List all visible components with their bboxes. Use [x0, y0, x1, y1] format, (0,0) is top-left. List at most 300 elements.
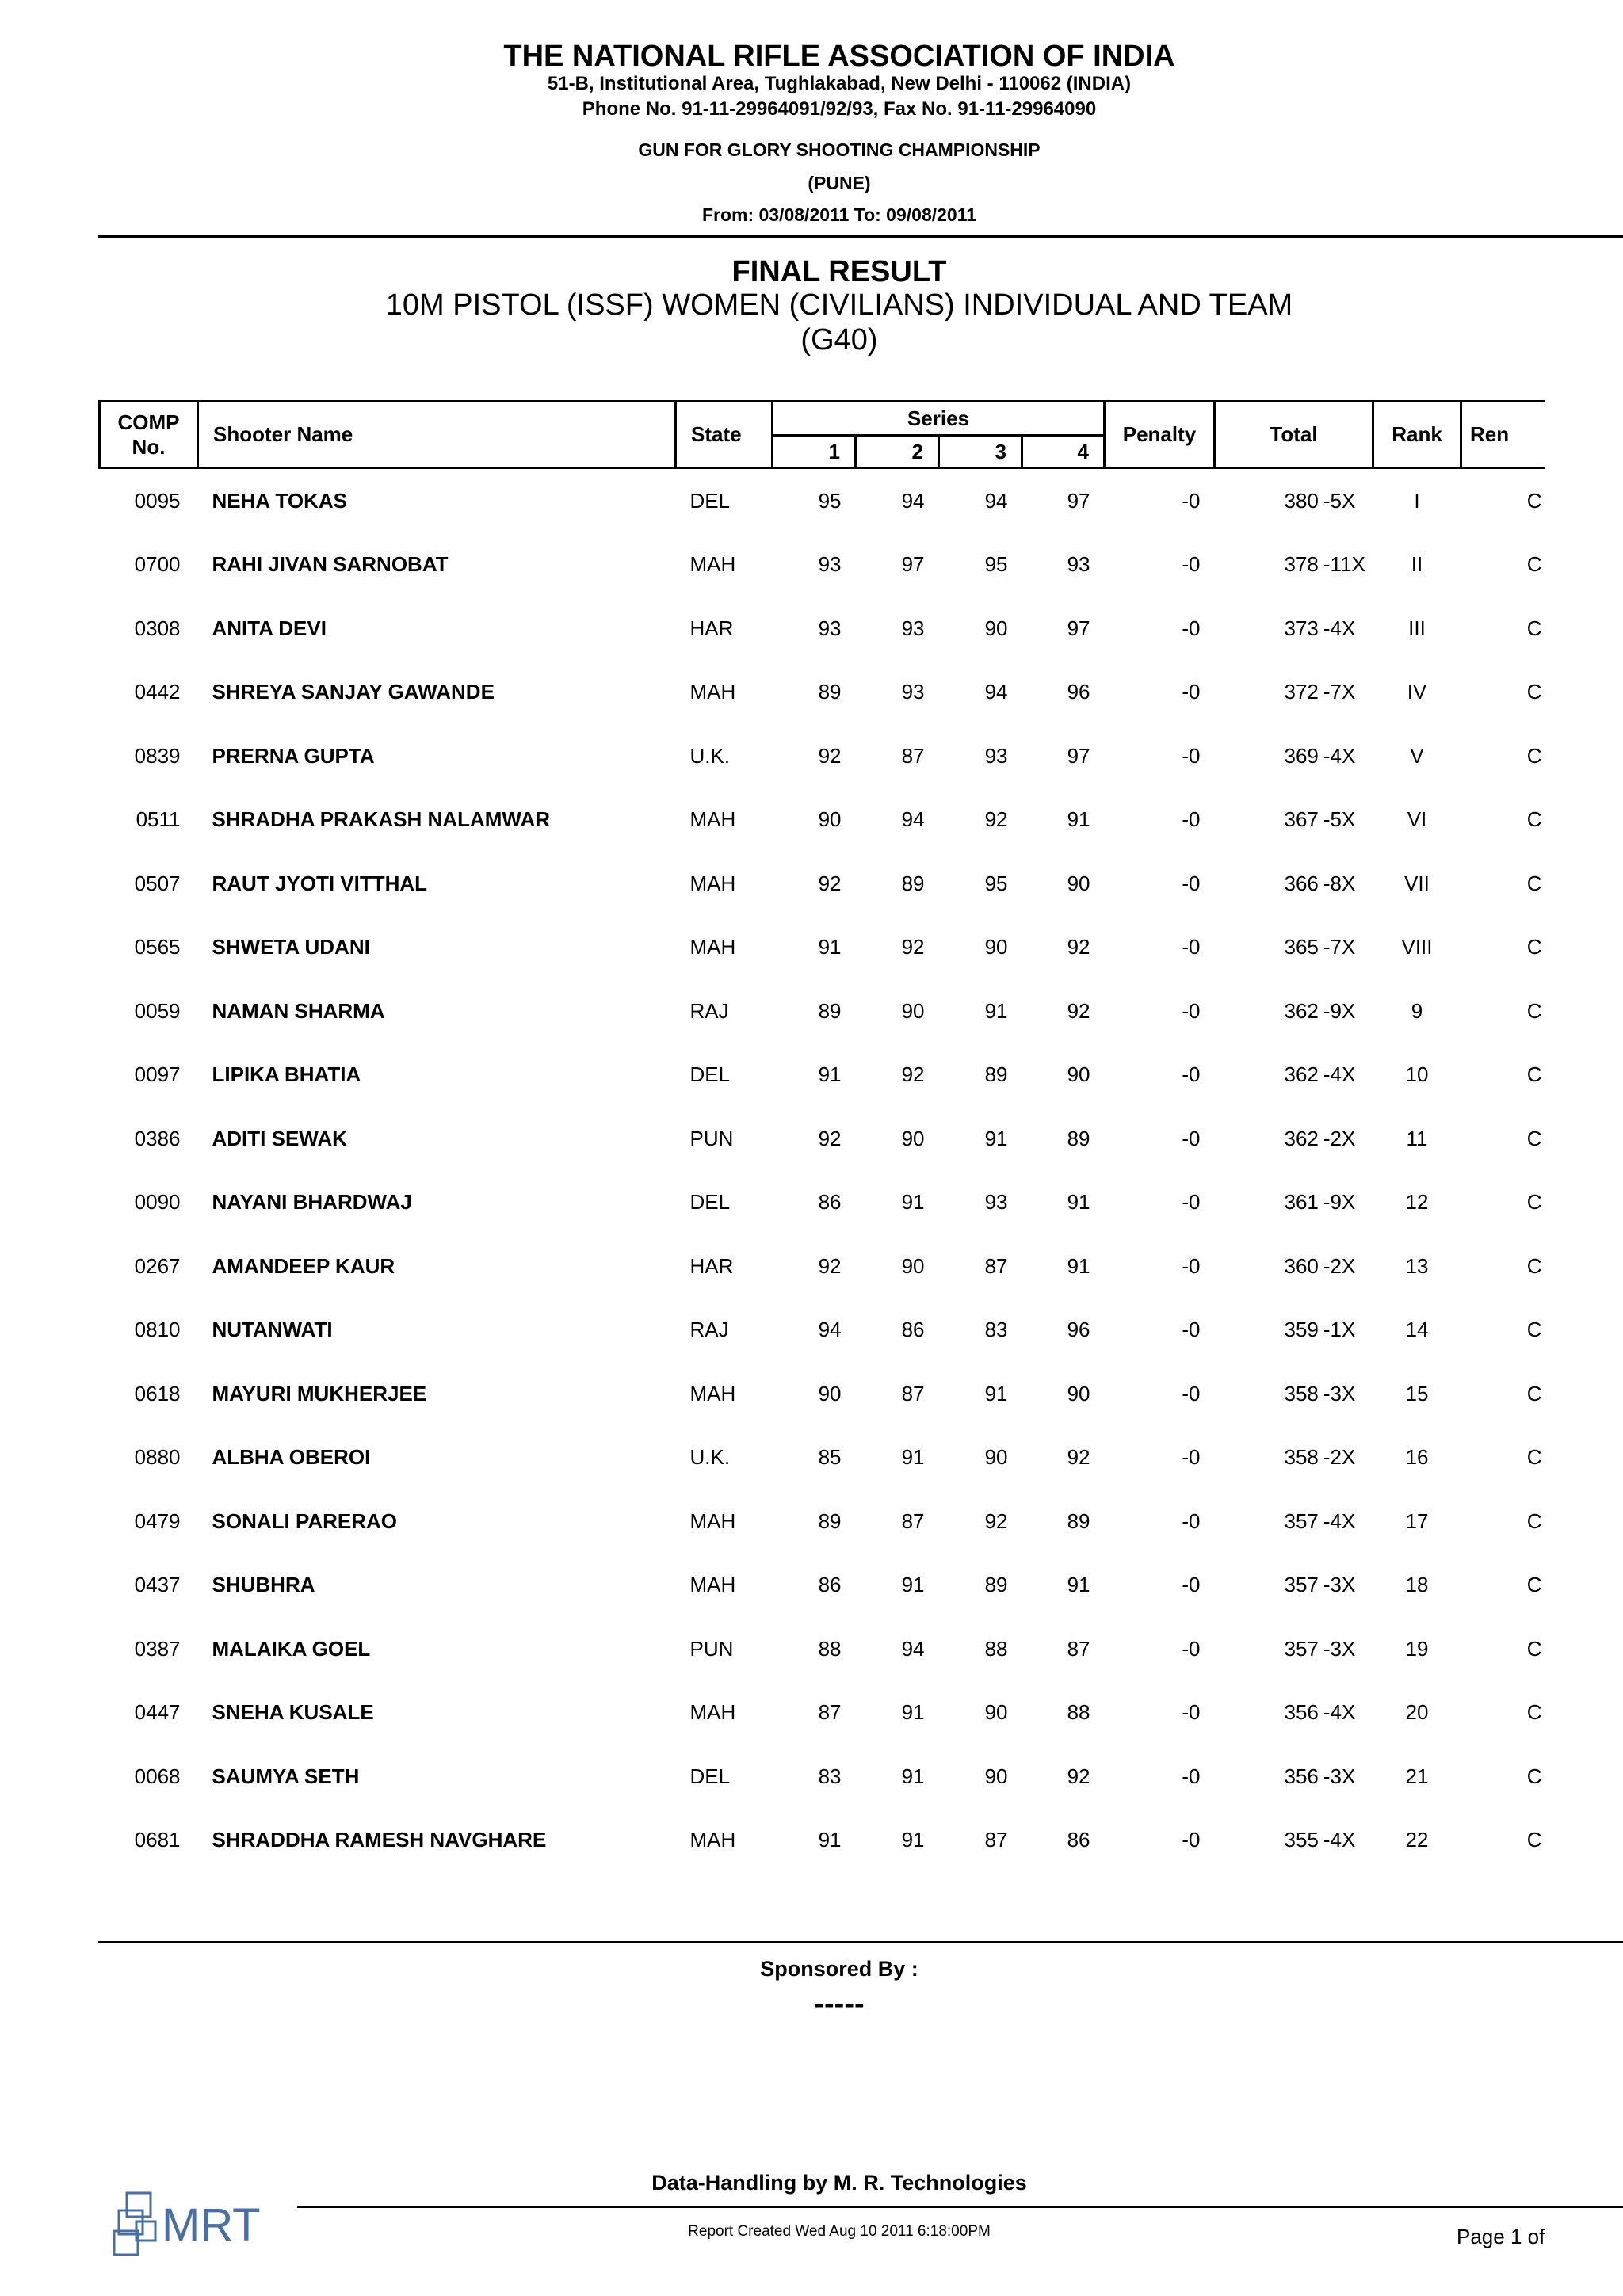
- table-row: [100, 468, 1545, 533]
- table-row: [100, 1489, 1545, 1554]
- results-table: [98, 400, 1545, 1872]
- total-score: 358: [1284, 1381, 1319, 1405]
- cell-remarks: C: [1526, 1573, 1542, 1597]
- cell-rank: 20: [1405, 1700, 1429, 1725]
- table-row: [100, 1299, 1545, 1363]
- cell-remarks: C: [1526, 488, 1542, 513]
- inner-ten-count: -7X: [1323, 680, 1356, 704]
- inner-ten-count: -2X: [1323, 1126, 1356, 1150]
- cell-series-4: 92: [1067, 1445, 1090, 1470]
- total-score: 380: [1284, 488, 1319, 513]
- cell-remarks: C: [1526, 807, 1542, 832]
- cell-series-2: 90: [901, 998, 925, 1023]
- cell-penalty: -0: [1182, 552, 1201, 577]
- cell-rank: III: [1408, 616, 1426, 640]
- cell-state: MAH: [689, 1573, 736, 1597]
- cell-penalty: -0: [1182, 1381, 1201, 1405]
- cell-series-4: 96: [1067, 680, 1090, 704]
- cell-rank: 16: [1405, 1445, 1429, 1470]
- inner-ten-count: -5X: [1323, 807, 1356, 832]
- cell-series-1: 95: [818, 488, 842, 513]
- cell-series-2: 94: [901, 488, 925, 513]
- cell-series-2: 87: [901, 1381, 925, 1405]
- cell-comp-no: 0059: [134, 998, 181, 1023]
- cell-series-1: 93: [818, 616, 842, 640]
- cell-shooter-name: AMANDEEP KAUR: [212, 1253, 395, 1278]
- cell-series-4: 89: [1067, 1126, 1090, 1150]
- header-series: Series: [773, 402, 1105, 436]
- cell-total: [1215, 1426, 1373, 1490]
- footer-divider: [98, 1941, 1623, 1943]
- cell-total: [1215, 1681, 1373, 1745]
- header-comp-line1: COMP: [117, 410, 180, 434]
- cell-rank: V: [1410, 743, 1424, 768]
- table-row: [100, 1617, 1545, 1681]
- cell-rank: 11: [1406, 1126, 1428, 1150]
- inner-ten-count: -3X: [1323, 1636, 1356, 1661]
- cell-series-1: 85: [818, 1445, 842, 1470]
- cell-comp-no: 0880: [134, 1445, 181, 1470]
- cell-shooter-name: ANITA DEVI: [212, 616, 327, 640]
- cell-series-1: 93: [818, 552, 842, 577]
- cell-shooter-name: MAYURI MUKHERJEE: [212, 1381, 427, 1405]
- inner-ten-count: -4X: [1323, 1508, 1356, 1533]
- cell-state: MAH: [689, 807, 736, 832]
- table-row: [100, 533, 1545, 597]
- cell-state: DEL: [689, 1764, 731, 1788]
- inner-ten-count: -3X: [1323, 1381, 1356, 1405]
- table-row: [100, 916, 1545, 980]
- cell-penalty: -0: [1182, 680, 1201, 704]
- cell-penalty: -0: [1182, 1700, 1201, 1725]
- cell-comp-no: 0700: [134, 552, 181, 577]
- cell-state: U.K.: [689, 743, 731, 768]
- table-row: [100, 788, 1545, 852]
- cell-penalty: -0: [1182, 1445, 1201, 1470]
- cell-state: DEL: [689, 1190, 731, 1215]
- cell-series-3: 94: [984, 680, 1008, 704]
- cell-state: MAH: [689, 1381, 736, 1405]
- cell-total: [1215, 468, 1373, 533]
- table-row: [100, 979, 1545, 1043]
- cell-total: [1215, 1809, 1373, 1873]
- cell-state: U.K.: [689, 1445, 731, 1470]
- cell-series-3: 90: [984, 616, 1008, 640]
- cell-penalty: -0: [1182, 616, 1201, 640]
- cell-series-4: 90: [1067, 871, 1090, 895]
- cell-series-3: 95: [984, 871, 1008, 895]
- cell-series-2: 91: [901, 1828, 925, 1852]
- cell-penalty: -0: [1182, 1636, 1201, 1661]
- cell-comp-no: 0479: [134, 1508, 181, 1533]
- cell-series-4: 90: [1067, 1062, 1090, 1087]
- inner-ten-count: -8X: [1323, 871, 1356, 895]
- table-row: [100, 1234, 1545, 1299]
- cell-series-2: 91: [901, 1190, 925, 1215]
- cell-series-4: 89: [1067, 1508, 1090, 1533]
- cell-total: [1215, 661, 1373, 725]
- cell-remarks: C: [1526, 1318, 1542, 1342]
- cell-shooter-name: NAYANI BHARDWAJ: [212, 1190, 412, 1215]
- total-score: 362: [1284, 998, 1319, 1023]
- cell-penalty: -0: [1182, 807, 1201, 832]
- cell-penalty: -0: [1182, 1126, 1201, 1150]
- championship-venue: (PUNE): [808, 173, 871, 193]
- cell-state: PUN: [689, 1636, 734, 1661]
- cell-shooter-name: RAUT JYOTI VITTHAL: [212, 871, 428, 895]
- cell-remarks: C: [1526, 1700, 1542, 1725]
- cell-rank: 9: [1411, 998, 1423, 1023]
- cell-rank: 15: [1405, 1381, 1429, 1405]
- cell-series-4: 97: [1067, 616, 1090, 640]
- cell-state: MAH: [689, 680, 736, 704]
- cell-series-3: 89: [984, 1573, 1008, 1597]
- cell-remarks: C: [1526, 935, 1542, 959]
- header-shooter-name: Shooter Name: [198, 402, 676, 468]
- cell-comp-no: 0442: [134, 680, 181, 704]
- table-row: [100, 1554, 1545, 1618]
- cell-series-1: 92: [818, 1253, 842, 1278]
- cell-comp-no: 0447: [134, 1700, 181, 1725]
- cell-state: MAH: [689, 871, 736, 895]
- total-score: 355: [1284, 1828, 1319, 1852]
- total-score: 356: [1284, 1764, 1319, 1788]
- cell-total: [1215, 1489, 1373, 1554]
- total-score: 357: [1284, 1636, 1319, 1661]
- cell-series-4: 92: [1067, 1764, 1090, 1788]
- cell-series-3: 91: [984, 998, 1008, 1023]
- total-score: 358: [1284, 1445, 1319, 1470]
- cell-comp-no: 0437: [134, 1573, 181, 1597]
- cell-series-2: 93: [901, 616, 925, 640]
- sponsor-label: Sponsored By :: [760, 1957, 918, 1981]
- cell-state: MAH: [689, 1700, 736, 1725]
- cell-state: MAH: [689, 552, 736, 577]
- results-body: [100, 468, 1545, 1873]
- total-score: 357: [1284, 1508, 1319, 1533]
- inner-ten-count: -9X: [1323, 998, 1356, 1023]
- table-row: [100, 597, 1545, 661]
- inner-ten-count: -4X: [1323, 743, 1356, 768]
- cell-series-2: 93: [901, 680, 925, 704]
- cell-state: PUN: [689, 1126, 734, 1150]
- cell-remarks: C: [1526, 616, 1542, 640]
- cell-remarks: C: [1526, 680, 1542, 704]
- cell-remarks: C: [1526, 1508, 1542, 1533]
- cell-comp-no: 0618: [134, 1381, 181, 1405]
- cell-penalty: -0: [1182, 998, 1201, 1023]
- cell-series-2: 97: [901, 552, 925, 577]
- cell-series-4: 88: [1067, 1700, 1090, 1725]
- cell-series-4: 86: [1067, 1828, 1090, 1852]
- cell-comp-no: 0839: [134, 743, 181, 768]
- cell-remarks: C: [1526, 998, 1542, 1023]
- cell-series-3: 87: [984, 1828, 1008, 1852]
- cell-total: [1215, 916, 1373, 980]
- cell-series-1: 90: [818, 1381, 842, 1405]
- cell-series-3: 95: [984, 552, 1008, 577]
- table-row: [100, 1107, 1545, 1171]
- total-score: 365: [1284, 935, 1319, 959]
- cell-series-2: 92: [901, 935, 925, 959]
- total-score: 359: [1284, 1318, 1319, 1342]
- cell-state: MAH: [689, 935, 736, 959]
- cell-series-1: 94: [818, 1318, 842, 1342]
- cell-series-3: 93: [984, 1190, 1008, 1215]
- cell-series-1: 89: [818, 680, 842, 704]
- cell-total: [1215, 1107, 1373, 1171]
- cell-state: DEL: [689, 488, 731, 513]
- cell-state: RAJ: [689, 1318, 729, 1342]
- table-row: [100, 1681, 1545, 1745]
- cell-shooter-name: SHUBHRA: [212, 1573, 315, 1597]
- result-title: FINAL RESULT: [731, 255, 947, 288]
- cell-series-3: 94: [984, 488, 1008, 513]
- cell-rank: 22: [1405, 1828, 1429, 1852]
- cell-series-4: 91: [1067, 1190, 1090, 1215]
- cell-penalty: -0: [1182, 935, 1201, 959]
- cell-total: [1215, 788, 1373, 852]
- header-total: Total: [1215, 402, 1373, 468]
- org-phone: Phone No. 91-11-29964091/92/93, Fax No. 91-11-29964090: [582, 98, 1097, 120]
- cell-series-4: 92: [1067, 935, 1090, 959]
- cell-series-2: 86: [901, 1318, 925, 1342]
- cell-total: [1215, 1745, 1373, 1809]
- total-score: 361: [1284, 1190, 1319, 1215]
- header-remarks: Ren: [1461, 402, 1545, 468]
- cell-series-4: 97: [1067, 743, 1090, 768]
- cell-series-4: 90: [1067, 1381, 1090, 1405]
- header-rank: Rank: [1373, 402, 1461, 468]
- table-row: [100, 1362, 1545, 1426]
- cell-shooter-name: NAMAN SHARMA: [212, 998, 385, 1023]
- cell-state: RAJ: [689, 998, 729, 1023]
- cell-remarks: C: [1526, 552, 1542, 577]
- cell-comp-no: 0387: [134, 1636, 181, 1661]
- cell-state: DEL: [689, 1062, 731, 1087]
- cell-series-1: 91: [818, 1062, 842, 1087]
- cell-rank: 10: [1405, 1062, 1429, 1087]
- cell-remarks: C: [1526, 1381, 1542, 1405]
- cell-remarks: C: [1526, 1190, 1542, 1215]
- cell-penalty: -0: [1182, 1318, 1201, 1342]
- cell-remarks: C: [1526, 1764, 1542, 1788]
- cell-series-3: 90: [984, 935, 1008, 959]
- cell-penalty: -0: [1182, 488, 1201, 513]
- total-score: 362: [1284, 1062, 1319, 1087]
- cell-comp-no: 0308: [134, 616, 181, 640]
- cell-shooter-name: PRERNA GUPTA: [212, 743, 375, 768]
- cell-series-3: 90: [984, 1445, 1008, 1470]
- header-series-4: 4: [1022, 436, 1105, 468]
- cell-series-1: 86: [818, 1190, 842, 1215]
- championship-dates: From: 03/08/2011 To: 09/08/2011: [701, 204, 977, 225]
- cell-shooter-name: ALBHA OBEROI: [212, 1445, 371, 1470]
- cell-rank: I: [1414, 488, 1420, 513]
- mrt-logo-text: MRT: [162, 2199, 261, 2251]
- cell-series-1: 87: [818, 1700, 842, 1725]
- cell-series-1: 89: [818, 998, 842, 1023]
- cell-remarks: C: [1526, 1062, 1542, 1087]
- championship-name: GUN FOR GLORY SHOOTING CHAMPIONSHIP: [638, 139, 1041, 160]
- cell-series-3: 90: [984, 1700, 1008, 1725]
- cell-comp-no: 0267: [134, 1253, 181, 1278]
- cell-comp-no: 0565: [134, 935, 181, 959]
- total-score: 366: [1284, 871, 1319, 895]
- cell-comp-no: 0507: [134, 871, 181, 895]
- cell-remarks: C: [1526, 743, 1542, 768]
- data-handling-credit: Data-Handling by M. R. Technologies: [651, 2171, 1027, 2195]
- header-series-3: 3: [939, 436, 1022, 468]
- cell-series-1: 90: [818, 807, 842, 832]
- cell-series-3: 83: [984, 1318, 1008, 1342]
- cell-comp-no: 0090: [134, 1190, 181, 1215]
- cell-series-3: 90: [984, 1764, 1008, 1788]
- inner-ten-count: -4X: [1323, 1828, 1356, 1852]
- event-code: (G40): [800, 323, 878, 357]
- cell-series-4: 91: [1067, 1253, 1090, 1278]
- cell-shooter-name: SHRADDHA RAMESH NAVGHARE: [212, 1828, 547, 1852]
- table-row: [100, 1171, 1545, 1235]
- total-score: 373: [1284, 616, 1319, 640]
- cell-shooter-name: NEHA TOKAS: [212, 488, 347, 513]
- cell-series-3: 92: [984, 1508, 1008, 1533]
- cell-state: MAH: [689, 1508, 736, 1533]
- cell-rank: 12: [1405, 1190, 1429, 1215]
- total-score: 378: [1284, 552, 1319, 577]
- cell-state: MAH: [689, 1828, 736, 1852]
- inner-ten-count: -7X: [1323, 935, 1356, 959]
- cell-series-3: 91: [984, 1381, 1008, 1405]
- cell-rank: 13: [1405, 1253, 1429, 1278]
- cell-series-3: 88: [984, 1636, 1008, 1661]
- table-row: [100, 1426, 1545, 1490]
- cell-penalty: -0: [1182, 1508, 1201, 1533]
- bottom-divider: [297, 2206, 1623, 2208]
- inner-ten-count: -9X: [1323, 1190, 1356, 1215]
- cell-rank: VI: [1407, 807, 1427, 832]
- cell-penalty: -0: [1182, 1190, 1201, 1215]
- report-created: Report Created Wed Aug 10 2011 6:18:00PM: [688, 2223, 991, 2240]
- cell-series-4: 96: [1067, 1318, 1090, 1342]
- cell-series-1: 92: [818, 1126, 842, 1150]
- inner-ten-count: -2X: [1323, 1445, 1356, 1470]
- cell-remarks: C: [1526, 1253, 1542, 1278]
- cell-rank: 17: [1405, 1508, 1429, 1533]
- total-score: 357: [1284, 1573, 1319, 1597]
- cell-total: [1215, 1171, 1373, 1235]
- page-number: Page 1 of: [1457, 2225, 1545, 2248]
- cell-rank: IV: [1407, 680, 1427, 704]
- cell-series-2: 90: [901, 1253, 925, 1278]
- cell-series-1: 86: [818, 1573, 842, 1597]
- cell-comp-no: 0095: [134, 488, 181, 513]
- cell-penalty: -0: [1182, 871, 1201, 895]
- event-name: 10M PISTOL (ISSF) WOMEN (CIVILIANS) INDIVIDUAL AND TEAM: [385, 288, 1293, 322]
- cell-shooter-name: SONALI PARERAO: [212, 1508, 398, 1533]
- header-penalty: Penalty: [1105, 402, 1215, 468]
- header-comp-line2: No.: [132, 434, 166, 459]
- cell-shooter-name: SHRADHA PRAKASH NALAMWAR: [212, 807, 551, 832]
- cell-rank: 18: [1405, 1573, 1429, 1597]
- total-score: 369: [1284, 743, 1319, 768]
- cell-comp-no: 0386: [134, 1126, 181, 1150]
- table-row: [100, 852, 1545, 916]
- inner-ten-count: -11X: [1323, 552, 1365, 577]
- cell-series-4: 87: [1067, 1636, 1090, 1661]
- cell-total: [1215, 724, 1373, 788]
- cell-comp-no: 0097: [134, 1062, 181, 1087]
- inner-ten-count: -4X: [1323, 1700, 1356, 1725]
- cell-remarks: C: [1526, 1126, 1542, 1150]
- org-address: 51-B, Institutional Area, Tughlakabad, New Delhi - 110062 (INDIA): [547, 73, 1132, 94]
- cell-series-2: 89: [901, 871, 925, 895]
- cell-penalty: -0: [1182, 743, 1201, 768]
- cell-series-2: 94: [901, 807, 925, 832]
- cell-total: [1215, 852, 1373, 916]
- cell-series-4: 97: [1067, 488, 1090, 513]
- cell-shooter-name: RAHI JIVAN SARNOBAT: [212, 552, 449, 577]
- cell-rank: 14: [1405, 1318, 1429, 1342]
- cell-series-1: 92: [818, 743, 842, 768]
- cell-series-4: 91: [1067, 1573, 1090, 1597]
- cell-rank: VIII: [1401, 935, 1433, 959]
- cell-series-3: 91: [984, 1126, 1008, 1150]
- cell-remarks: C: [1526, 1445, 1542, 1470]
- cell-rank: VII: [1404, 871, 1430, 895]
- header-state: State: [676, 402, 773, 468]
- cell-total: [1215, 1362, 1373, 1426]
- cell-series-1: 83: [818, 1764, 842, 1788]
- cell-shooter-name: SHREYA SANJAY GAWANDE: [212, 680, 495, 704]
- cell-total: [1215, 1554, 1373, 1618]
- table-row: [100, 661, 1545, 725]
- cell-series-2: 90: [901, 1126, 925, 1150]
- cell-shooter-name: LIPIKA BHATIA: [212, 1062, 361, 1087]
- header-series-2: 2: [856, 436, 939, 468]
- cell-series-4: 92: [1067, 998, 1090, 1023]
- cell-total: [1215, 1234, 1373, 1299]
- cell-total: [1215, 533, 1373, 597]
- cell-shooter-name: SAUMYA SETH: [212, 1764, 360, 1788]
- cell-shooter-name: SNEHA KUSALE: [212, 1700, 374, 1725]
- cell-series-1: 91: [818, 935, 842, 959]
- total-score: 367: [1284, 807, 1319, 832]
- table-row: [100, 1809, 1545, 1873]
- cell-series-2: 91: [901, 1573, 925, 1597]
- cell-rank: 21: [1405, 1764, 1429, 1788]
- inner-ten-count: -4X: [1323, 1062, 1356, 1087]
- table-row: [100, 724, 1545, 788]
- cell-series-4: 91: [1067, 807, 1090, 832]
- cell-penalty: -0: [1182, 1828, 1201, 1852]
- cell-total: [1215, 979, 1373, 1043]
- cell-penalty: -0: [1182, 1253, 1201, 1278]
- cell-series-2: 87: [901, 743, 925, 768]
- cell-rank: II: [1411, 552, 1423, 577]
- total-score: 356: [1284, 1700, 1319, 1725]
- cell-series-2: 91: [901, 1700, 925, 1725]
- inner-ten-count: -2X: [1323, 1253, 1356, 1278]
- cell-series-2: 87: [901, 1508, 925, 1533]
- header-comp-no: [100, 402, 198, 468]
- org-name: THE NATIONAL RIFLE ASSOCIATION OF INDIA: [503, 40, 1175, 73]
- cell-penalty: -0: [1182, 1764, 1201, 1788]
- cell-shooter-name: ADITI SEWAK: [212, 1126, 347, 1150]
- cell-series-3: 87: [984, 1253, 1008, 1278]
- table-row: [100, 1745, 1545, 1809]
- header-divider: [98, 235, 1623, 238]
